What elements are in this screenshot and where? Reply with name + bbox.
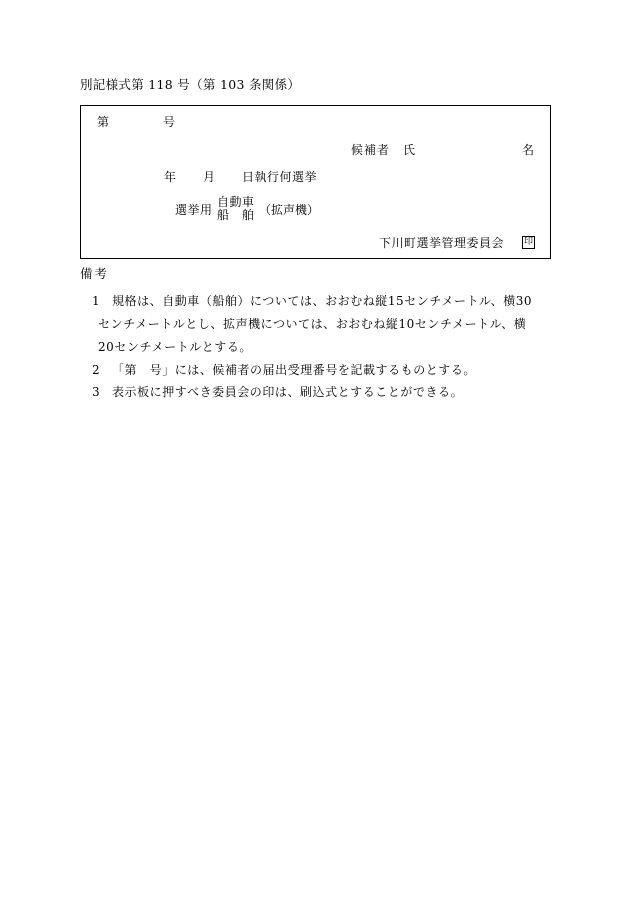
vehicle-type-ship: 船 舶 xyxy=(217,208,255,222)
note-number: 3 xyxy=(92,385,100,399)
note-line: 20センチメートルとする。 xyxy=(98,340,252,354)
date-month: 月 xyxy=(203,170,216,184)
note-number: 1 xyxy=(92,294,100,308)
display-board-form xyxy=(80,105,551,259)
committee-name: 下川町選挙管理委員会 xyxy=(379,236,505,250)
election-date-text: 日執行何選挙 xyxy=(242,170,318,184)
number-prefix: 第 xyxy=(97,115,110,129)
note-number: 2 xyxy=(92,363,100,377)
note-line: 規格は、自動車（船舶）については、おおむね縦15センチメートル、横30 xyxy=(112,294,533,308)
election-usage-label: 選挙用 xyxy=(175,203,213,217)
loudspeaker-label: （拡声機） xyxy=(259,203,320,217)
note-line: 「第 号」には、候補者の届出受理番号を記載するものとする。 xyxy=(112,363,476,377)
candidate-label: 候補者 氏 xyxy=(351,143,417,157)
form-heading: 別記様式第 118 号（第 103 条関係） xyxy=(80,77,301,92)
vehicle-type-stack xyxy=(217,196,255,222)
vehicle-type-car: 自動車 xyxy=(217,195,255,209)
date-year: 年 xyxy=(164,170,177,184)
seal-mark: 印 xyxy=(523,237,533,247)
note-line: センチメートルとし、拡声機については、おおむね縦10センチメートル、横 xyxy=(98,317,527,331)
note-line: 表示板に押すべき委員会の印は、刷込式とすることができる。 xyxy=(112,385,464,399)
number-suffix: 号 xyxy=(163,115,176,129)
remarks-title: 備考 xyxy=(80,266,110,281)
candidate-name-suffix: 名 xyxy=(522,143,535,157)
